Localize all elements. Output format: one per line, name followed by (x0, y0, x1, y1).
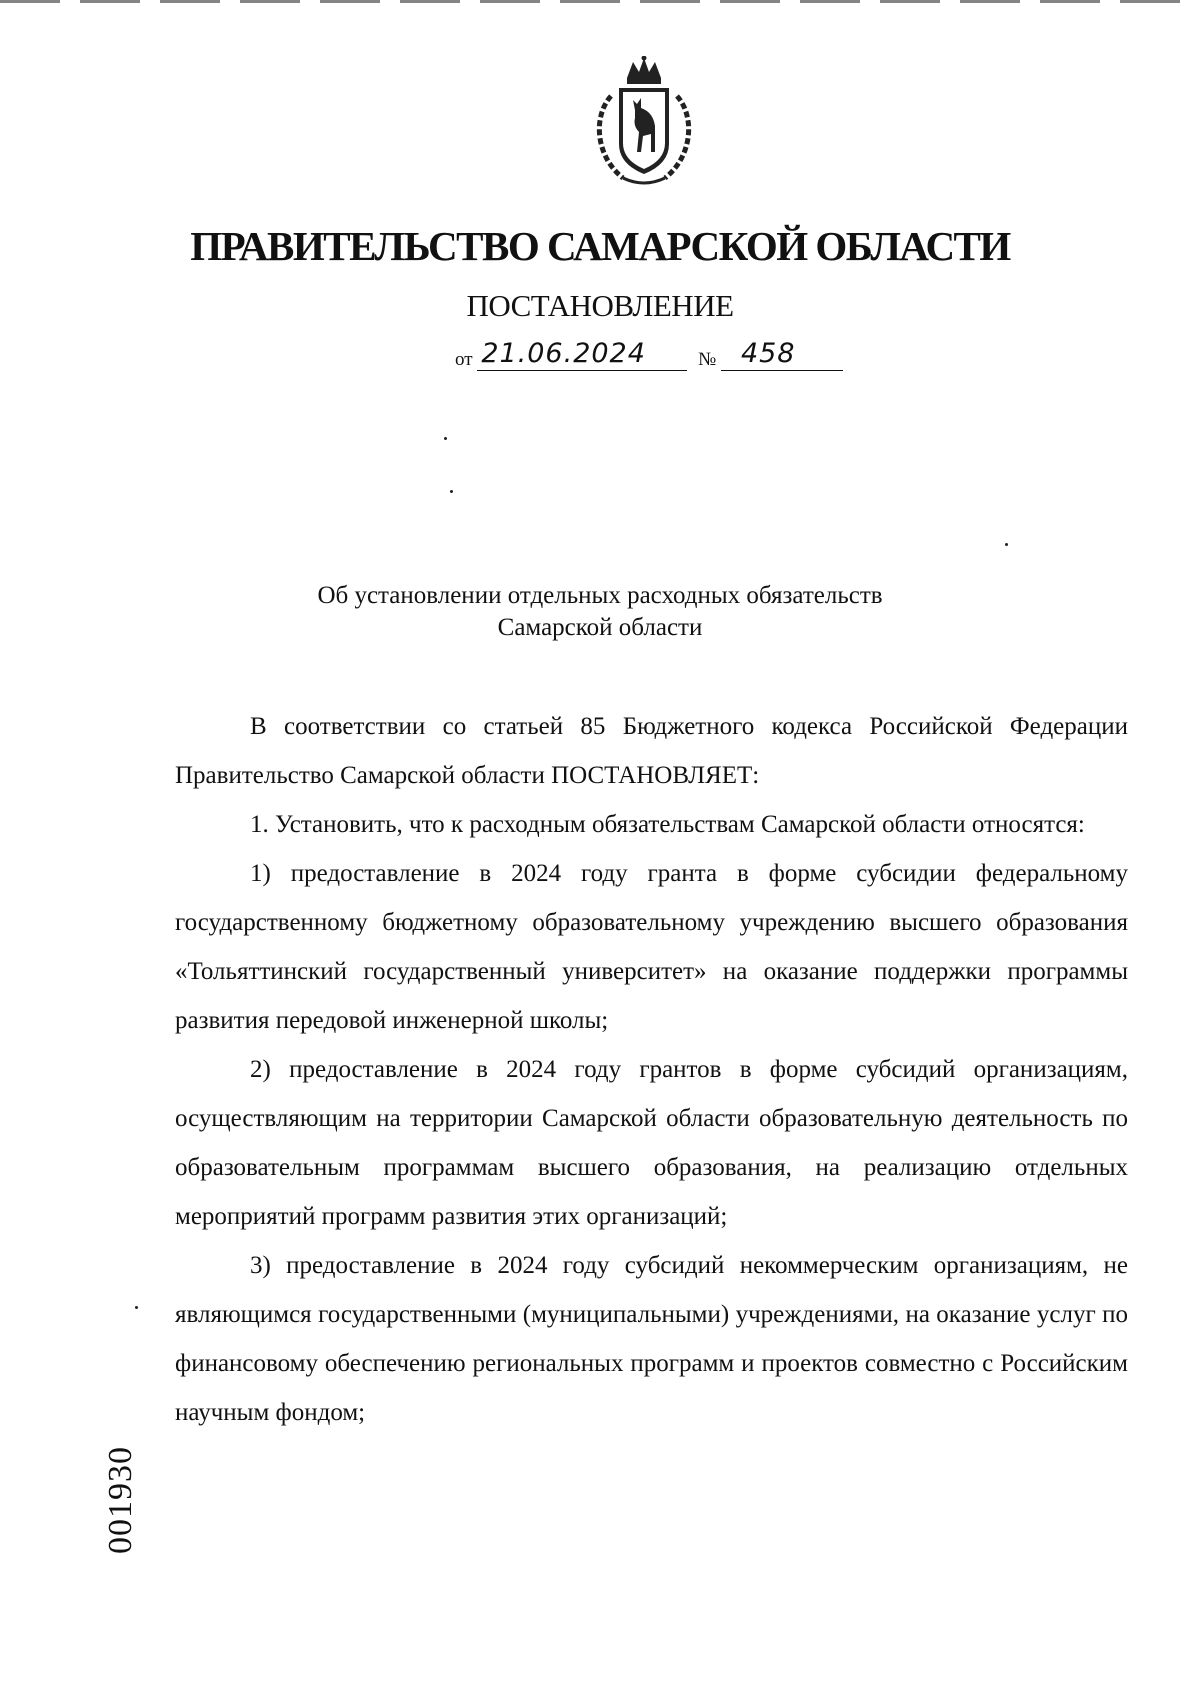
date-number-line (455, 340, 843, 371)
scan-speck (450, 490, 453, 493)
document-subject (0, 580, 1200, 644)
scan-speck (1005, 543, 1008, 546)
item-1-paragraph: 1) предоставление в 2024 году гранта в форме субсидии федеральному государственному бюджетному образовательному учреждению высшего образования «Тольяттинский государственный университет» на оказание поддержки программы развития передовой инженерной школы; (175, 860, 1128, 1034)
scan-speck (444, 437, 447, 440)
subject-line-2: Самарской области (497, 614, 703, 641)
margin-stamp-text: 001930 (102, 1446, 139, 1554)
item-2-paragraph: 2) предоставление в 2024 году грантов в форме субсидий организациям, осуществляющим на территории Самарской области образовательную деятельность по образовательным программам высшего образования, на реализацию отдельных мероприятий программ развития этих организаций; (175, 1056, 1128, 1230)
document-body (175, 702, 1128, 1437)
item-3-paragraph: 3) предоставление в 2024 году субсидий некоммерческим организациям, не являющимся государственными (муниципальными) учреждениями, на оказание услуг по финансовому обеспечению региональных программ и проектов совместно с Российским научным фондом; (175, 1252, 1128, 1426)
scan-edge (0, 0, 1200, 3)
subject-line-1: Об установлении отдельных расходных обязательств (317, 582, 883, 609)
coat-of-arms-icon (583, 56, 705, 188)
number-value: 458 (740, 338, 796, 369)
date-field (477, 340, 687, 371)
scan-speck (135, 1306, 138, 1309)
organization-title: ПРАВИТЕЛЬСТВО САМАРСКОЙ ОБЛАСТИ (190, 223, 1010, 269)
number-field (721, 340, 843, 371)
date-prefix: от (455, 349, 473, 370)
number-prefix: № (698, 349, 717, 370)
document-type: ПОСТАНОВЛЕНИЕ (466, 288, 734, 323)
preamble-paragraph: В соответствии со статьей 85 Бюджетного кодекса Российской Федерации Правительство Самарской области ПОСТАНОВЛЯЕТ: (175, 713, 1128, 789)
margin-stamp (103, 1435, 139, 1565)
clause-1-paragraph: 1. Установить, что к расходным обязательствам Самарской области относятся: (250, 811, 1085, 838)
date-value: 21.06.2024 (481, 338, 646, 369)
